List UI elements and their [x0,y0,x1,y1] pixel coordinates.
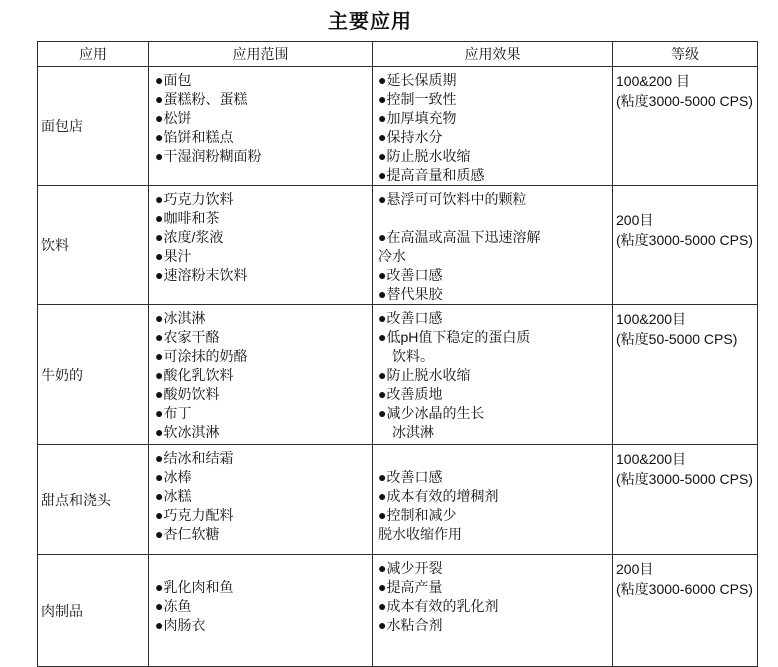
scope-line: ●果汁 [155,248,192,264]
header-scope: 应用范围 [149,42,373,67]
effects-line: 冷水 [378,248,406,264]
grade-line: (粘度3000-5000 CPS) [616,232,753,248]
effects-line: ●低pH值下稳定的蛋白质 [378,329,531,345]
grade-line: 200目 [616,561,654,577]
scope-line: ●干湿润粉糊面粉 [155,148,262,164]
scope-line: ●可涂抹的奶酪 [155,348,248,364]
scope-line: ●蛋糕粉、蛋糕 [155,91,248,107]
effects-line: ●成本有效的乳化剂 [378,598,499,614]
effects-line: ●减少开裂 [378,560,443,576]
scope-line: ●杏仁软糖 [155,526,220,542]
effects-line: ●提高音量和质感 [378,167,485,183]
scope-line: ●冰棒 [155,469,192,485]
application-cell: 面包店 [38,67,149,186]
scope-cell [149,555,373,667]
grade-cell [613,445,758,555]
grade-line: 100&200目 [616,451,687,467]
effects-line: ●减少冰晶的生长 [378,405,485,421]
grade-cell [613,67,758,186]
scope-line: ●巧克力饮料 [155,191,234,207]
effects-line: ●水粘合剂 [378,617,443,633]
effects-line: ●改善口感 [378,469,443,485]
grade-line: 200目 [616,212,654,228]
grade-line: 100&200 目 [616,73,690,89]
grade-line: (粘度50-5000 CPS) [616,331,738,347]
scope-line: ●馅饼和糕点 [155,129,234,145]
effects-cell [373,445,613,555]
scope-line: ●速溶粉末饮料 [155,267,248,283]
scope-cell [149,445,373,555]
effects-cell [373,305,613,445]
effects-line: 冰淇淋 [378,424,434,440]
grade-line: (粘度3000-6000 CPS) [616,581,753,597]
effects-line: ●控制和减少 [378,507,457,523]
scope-line [155,559,372,578]
page-title: 主要应用 [328,11,412,33]
grade-line [616,190,755,210]
effects-line: ●改善口感 [378,310,443,326]
effects-line: ●保持水分 [378,129,443,145]
scope-line: ●巧克力配料 [155,507,234,523]
scope-line: ●浓度/浆液 [155,229,224,245]
applications-table [37,41,758,667]
effects-line: ●悬浮可可饮料中的颗粒 [378,191,527,207]
table-row [38,555,758,667]
effects-cell [373,67,613,186]
application-cell: 甜点和浇头 [38,445,149,555]
scope-cell [149,67,373,186]
scope-cell [149,186,373,305]
grade-line: 100&200目 [616,311,687,327]
effects-line: ●防止脱水收缩 [378,148,471,164]
scope-line: ●结冰和结霜 [155,450,234,466]
table-row [38,305,758,445]
effects-line: 脱水收缩作用 [378,526,462,542]
table-row [38,445,758,555]
grade-cell [613,186,758,305]
scope-line: ●松饼 [155,110,192,126]
effects-line: ●延长保质期 [378,72,457,88]
scope-line: ●酸化乳饮料 [155,367,234,383]
application-cell: 肉制品 [38,555,149,667]
table-row [38,186,758,305]
header-effect: 应用效果 [373,42,613,67]
table-body [38,67,758,667]
effects-cell [373,186,613,305]
scope-line: ●冻鱼 [155,598,192,614]
grade-line: (粘度3000-5000 CPS) [616,93,753,109]
table-row [38,67,758,186]
scope-line: ●肉肠衣 [155,617,206,633]
scope-line: ●面包 [155,72,192,88]
scope-line: ●布丁 [155,405,192,421]
grade-cell [613,305,758,445]
effects-line: 饮料。 [378,348,434,364]
header-grade: 等级 [613,42,758,67]
scope-line: ●乳化肉和鱼 [155,579,234,595]
application-cell: 饮料 [38,186,149,305]
table-header-row [38,42,758,67]
effects-line [378,209,612,228]
effects-line: ●加厚填充物 [378,110,457,126]
effects-line: ●成本有效的增稠剂 [378,488,499,504]
scope-cell [149,305,373,445]
effects-line: ●替代果胶 [378,286,443,302]
scope-line: ●酸奶饮料 [155,386,220,402]
effects-line [378,449,612,468]
grade-line: (粘度3000-5000 CPS) [616,471,753,487]
effects-line: ●防止脱水收缩 [378,367,471,383]
scope-line: ●农家干酪 [155,329,220,345]
application-cell: 牛奶的 [38,305,149,445]
scope-line: ●冰淇淋 [155,310,206,326]
effects-cell [373,555,613,667]
effects-line: ●控制一致性 [378,91,457,107]
effects-line: ●在高温或高温下迅速溶解 [378,229,541,245]
scope-line: ●软冰淇淋 [155,424,220,440]
header-application: 应用 [38,42,149,67]
effects-line: ●提高产量 [378,579,443,595]
effects-line: ●改善口感 [378,267,443,283]
effects-line: ●改善质地 [378,386,443,402]
grade-cell [613,555,758,667]
scope-line: ●冰糕 [155,488,192,504]
scope-line: ●咖啡和茶 [155,210,220,226]
